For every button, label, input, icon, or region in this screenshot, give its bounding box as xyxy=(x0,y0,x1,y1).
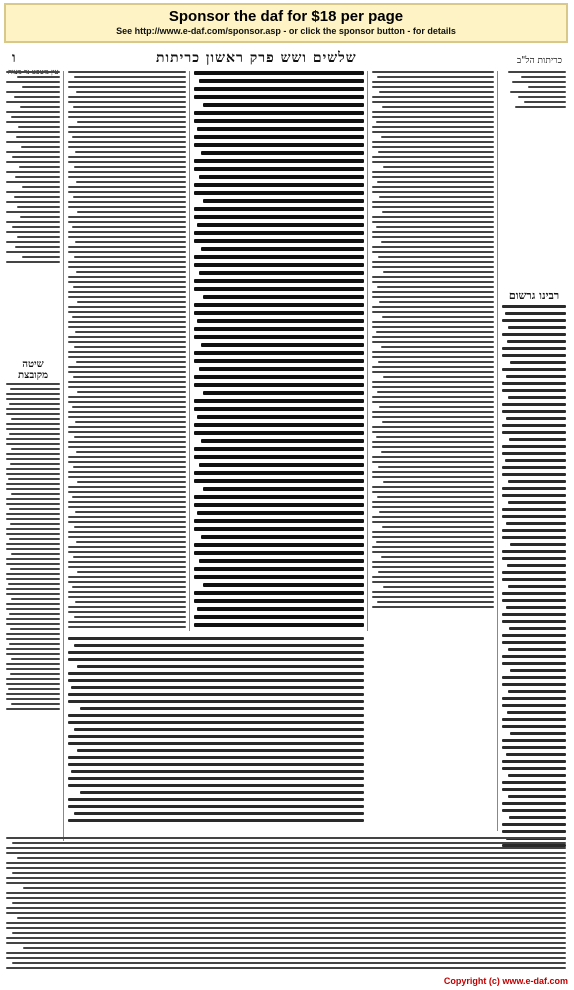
page-number: ו xyxy=(12,50,16,66)
rabbeinu-gershom-text xyxy=(502,305,566,847)
rabbeinu-gershom-title: רבינו גרשום xyxy=(508,289,560,302)
lower-commentary-block xyxy=(68,637,364,827)
page-header xyxy=(6,47,566,69)
copyright-link[interactable]: Copyright (c) www.e-daf.com xyxy=(443,976,568,986)
talmud-page xyxy=(6,47,566,972)
bottom-notes-band xyxy=(6,837,566,969)
masoret-margin xyxy=(502,71,566,281)
sponsor-banner[interactable] xyxy=(4,3,568,43)
header-right-note: כריתות הל"ב xyxy=(516,56,562,66)
bottom-notes-text xyxy=(6,837,566,969)
chapter-title: שלשים ושש פרק ראשון כריתות xyxy=(156,50,357,66)
masoret-text-lines xyxy=(502,71,566,108)
tosafot-text xyxy=(68,71,186,631)
lower-commentary-text xyxy=(68,637,364,822)
shita-mekubetzet-title: שיטה מקובצת xyxy=(18,359,48,381)
shita-mekubetzet-text xyxy=(6,383,60,710)
gemara-column xyxy=(194,71,364,631)
tosafot-column xyxy=(68,71,186,631)
shita-mekubetzet-column xyxy=(6,357,60,837)
rabbeinu-gershom-column xyxy=(502,287,566,887)
gemara-text xyxy=(194,71,364,631)
ein-mishpat-text xyxy=(6,71,60,263)
ein-mishpat-margin xyxy=(6,71,60,351)
rashi-text xyxy=(372,71,494,608)
sponsor-title[interactable]: Sponsor the daf for $18 per page xyxy=(168,8,404,25)
rashi-column xyxy=(372,71,494,841)
sponsor-subtitle[interactable]: See http://www.e-daf.com/sponsor.asp - or click the sponsor button - for details xyxy=(116,26,456,36)
